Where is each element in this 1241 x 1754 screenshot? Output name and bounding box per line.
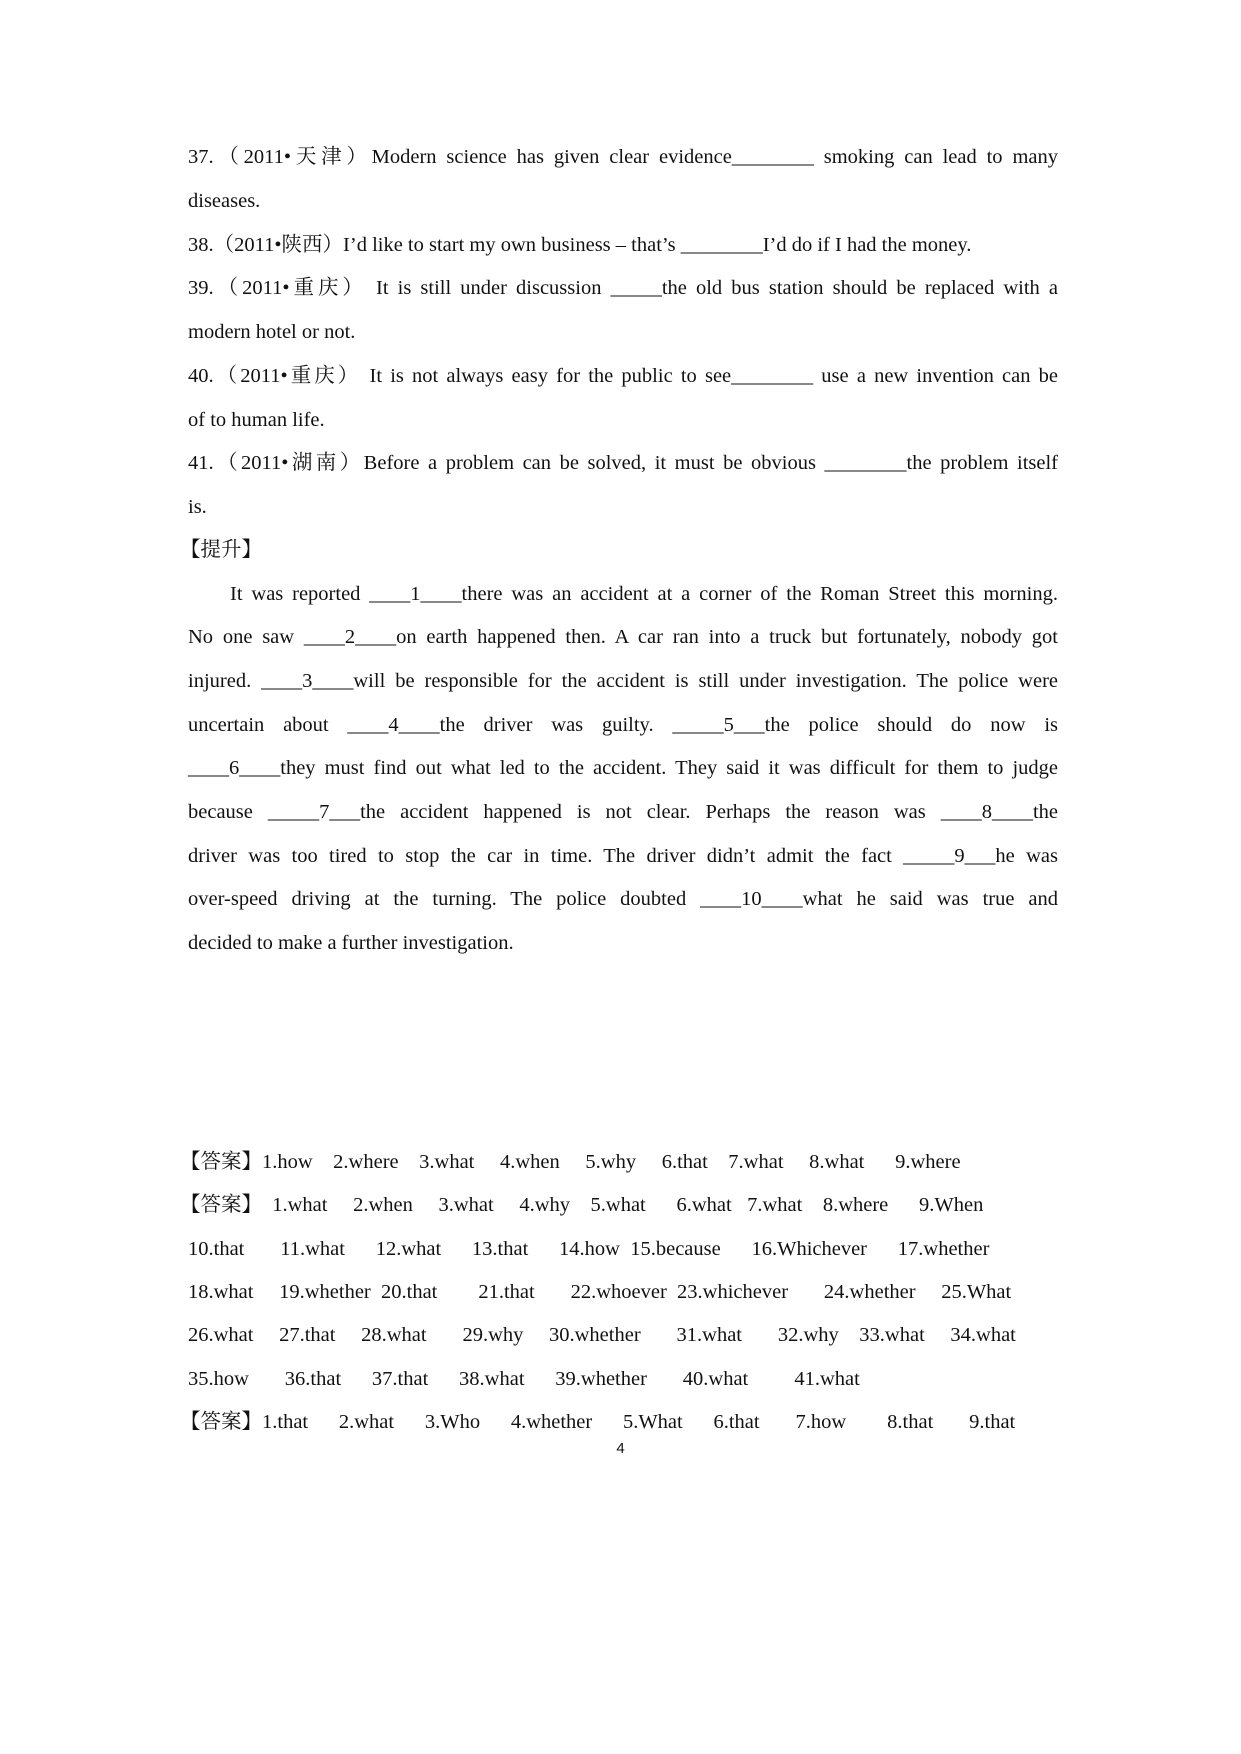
question-39-line-1: 39.（2011•重庆） It is still under discussion _____the old bus station should be replaced with a [188, 277, 1058, 299]
passage-line: over-speed driving at the turning. The police doubted ____10____what he said was true and [188, 888, 1058, 910]
question-39-line-2: modern hotel or not. [188, 321, 356, 343]
passage-line: injured. ____3____will be responsible for the accident is still under investigation. The police were [188, 670, 1058, 692]
passage-line: It was reported ____1____there was an accident at a corner of the Roman Street this morning. [230, 583, 1058, 605]
question-37-line-2: diseases. [188, 190, 261, 212]
passage-line: decided to make a further investigation. [188, 932, 514, 954]
answer-line: 【答案】 1.what 2.when 3.what 4.why 5.what 6.what 7.what 8.where 9.When [180, 1194, 984, 1216]
question-37-line-1: 37.（2011•天津）Modern science has given clear evidence________ smoking can lead to many [188, 146, 1058, 168]
passage-line: uncertain about ____4____the driver was guilty. _____5___the police should do now is [188, 714, 1058, 736]
section-heading: 【提升】 [180, 539, 262, 561]
question-40-line-2: of to human life. [188, 409, 325, 431]
answer-line: 【答案】1.how 2.where 3.what 4.when 5.why 6.that 7.what 8.what 9.where [180, 1151, 961, 1173]
question-41-line-2: is. [188, 496, 207, 518]
passage-line: ____6____they must find out what led to the accident. They said it was difficult for them to judge [188, 757, 1058, 779]
passage-line: No one saw ____2____on earth happened then. A car ran into a truck but fortunately, nobody got [188, 626, 1058, 648]
answer-line: 35.how 36.that 37.that 38.what 39.whether 40.what 41.what [188, 1368, 860, 1390]
answer-line: 26.what 27.that 28.what 29.why 30.whether 31.what 32.why 33.what 34.what [188, 1324, 1016, 1346]
page-number: 4 [616, 1440, 625, 1457]
answer-line: 10.that 11.what 12.what 13.that 14.how 15.because 16.Whichever 17.whether [188, 1238, 990, 1260]
question-38-line-1: 38.（2011•陕西）I’d like to start my own business – that’s ________I’d do if I had the money. [188, 234, 972, 256]
answer-line: 18.what 19.whether 20.that 21.that 22.whoever 23.whichever 24.whether 25.What [188, 1281, 1012, 1303]
passage-line: driver was too tired to stop the car in time. The driver didn’t admit the fact _____9___he was [188, 845, 1058, 867]
question-41-line-1: 41.（2011•湖南）Before a problem can be solved, it must be obvious ________the problem itself [188, 452, 1058, 474]
passage-line: because _____7___the accident happened is not clear. Perhaps the reason was ____8____the [188, 801, 1058, 823]
question-40-line-1: 40.（2011•重庆） It is not always easy for the public to see________ use a new invention can be [188, 365, 1058, 387]
answer-line: 【答案】1.that 2.what 3.Who 4.whether 5.What 6.that 7.how 8.that 9.that [180, 1411, 1016, 1433]
